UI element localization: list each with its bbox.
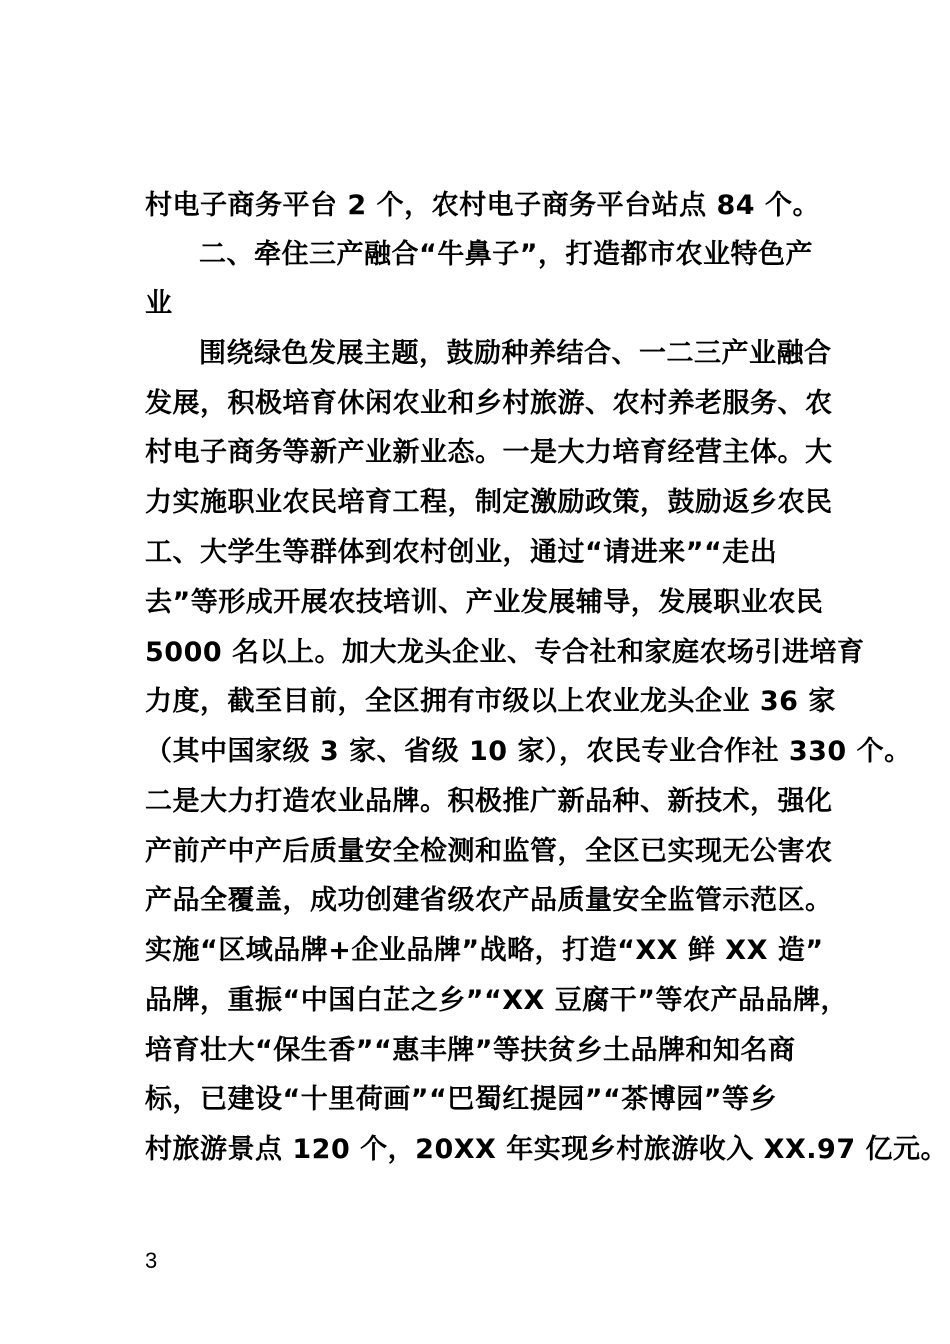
text-line: （其中国家级 3 家、省级 10 家），农民专业合作社 330 个。 — [145, 736, 912, 767]
text-line: 标，已建设“十里荷画”“巴蜀红提园”“茶博园”等乡 — [145, 1084, 777, 1115]
text-line: 工、大学生等群体到农村创业，通过“请进来”“走出 — [145, 537, 778, 568]
text-line: 力度，截至目前，全区拥有市级以上农业龙头企业 36 家 — [145, 686, 836, 717]
text-line: 5000 名以上。加大龙头企业、专合社和家庭农场引进培育 — [145, 637, 865, 668]
text-line: 村电子商务等新产业新业态。一是大力培育经营主体。大 — [145, 437, 833, 468]
text-line: 去”等形成开展农技培训、产业发展辅导，发展职业农民 — [145, 587, 824, 618]
text-line: 培育壮大“保生香”“惠丰牌”等扶贫乡土品牌和知名商 — [145, 1035, 796, 1066]
page-number: 3 — [145, 1248, 158, 1273]
text-line: 村旅游景点 120 个，20XX 年实现乡村旅游收入 XX.97 亿元。 — [145, 1134, 949, 1165]
text-line: 发展，积极培育休闲农业和乡村旅游、农村养老服务、农 — [145, 388, 833, 419]
section-heading-line: 业 — [145, 288, 173, 319]
text-line: 二是大力打造农业品牌。积极推广新品种、新技术，强化 — [145, 786, 833, 817]
text-line: 品牌，重振“中国白芷之乡”“XX 豆腐干”等农产品品牌， — [145, 985, 849, 1016]
text-line: 实施“区域品牌+企业品牌”战略，打造“XX 鲜 XX 造” — [145, 935, 824, 966]
text-line: 产品全覆盖，成功创建省级农产品质量安全监管示范区。 — [145, 885, 833, 916]
text-line: 产前产中产后质量安全检测和监管，全区已实现无公害农 — [145, 836, 833, 867]
text-line: 力实施职业农民培育工程，制定激励政策，鼓励返乡农民 — [145, 487, 833, 518]
text-line: 围绕绿色发展主题，鼓励种养结合、一二三产业融合 — [199, 338, 832, 369]
text-line: 村电子商务平台 2 个，农村电子商务平台站点 84 个。 — [145, 190, 820, 221]
section-heading-line: 二、牵住三产融合“牛鼻子”，打造都市农业特色产 — [199, 239, 813, 270]
